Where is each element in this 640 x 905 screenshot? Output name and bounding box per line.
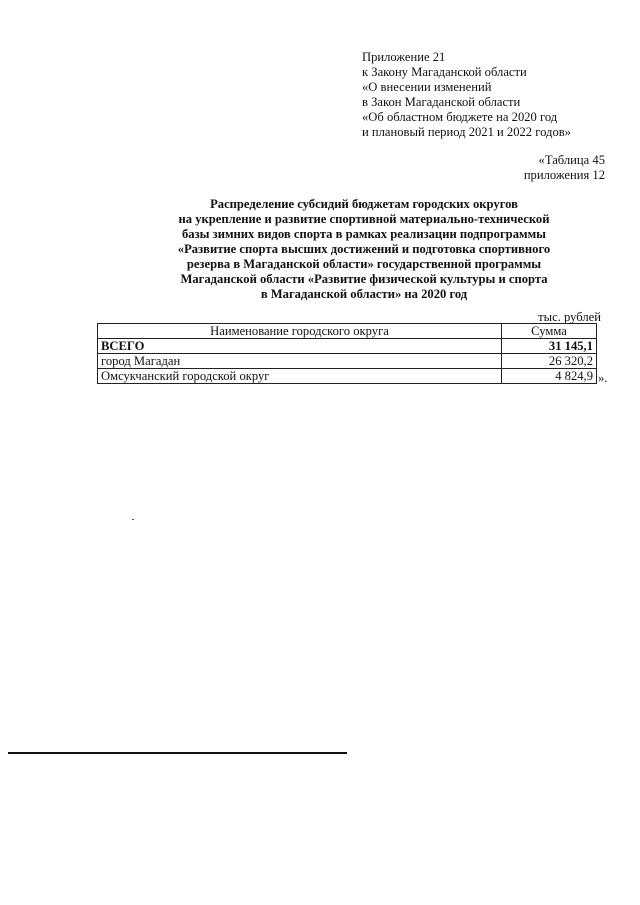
title-line: на укрепление и развитие спортивной материально-технической	[178, 212, 550, 226]
table-ref-line: приложения 12	[523, 168, 605, 182]
document-title	[120, 197, 608, 302]
appendix-line: «Об областном бюджете на 2020 год	[362, 110, 558, 124]
total-name: ВСЕГО	[98, 339, 502, 354]
scan-speck	[132, 519, 134, 520]
title-line: резерва в Магаданской области» государственной программы	[186, 257, 542, 271]
appendix-reference	[362, 50, 632, 140]
row-name: Омсукчанский городской округ	[98, 369, 502, 384]
appendix-line: «О внесении изменений	[362, 80, 492, 94]
closing-quote: ».	[598, 371, 608, 385]
title-line: «Развитие спорта высших достижений и подготовка спортивного	[177, 242, 551, 256]
footnote-divider	[8, 752, 347, 754]
table-row	[98, 354, 597, 369]
appendix-line: к Закону Магаданской области	[362, 65, 527, 79]
row-sum: 26 320,2	[502, 354, 597, 369]
row-name: город Магадан	[98, 354, 502, 369]
unit-label: тыс. рублей	[538, 310, 601, 324]
title-line: Распределение субсидий бюджетам городских округов	[210, 197, 518, 211]
table-ref-line: «Таблица 45	[538, 153, 605, 167]
title-line: базы зимних видов спорта в рамках реализации подпрограммы	[182, 227, 546, 241]
title-line: в Магаданской области» на 2020 год	[260, 287, 468, 301]
total-sum: 31 145,1	[502, 339, 597, 354]
header-sum: Сумма	[502, 324, 597, 339]
row-sum: 4 824,9	[502, 369, 597, 384]
appendix-line: Приложение 21	[362, 50, 446, 64]
table-header-row	[98, 324, 597, 339]
title-line: Магаданской области «Развитие физической культуры и спорта	[180, 272, 548, 286]
appendix-line: в Закон Магаданской области	[362, 95, 521, 109]
total-row	[98, 339, 597, 354]
table-row	[98, 369, 597, 384]
subsidy-table	[97, 323, 597, 384]
table-reference	[524, 153, 605, 183]
header-name: Наименование городского округа	[98, 324, 502, 339]
appendix-line: и плановый период 2021 и 2022 годов»	[362, 125, 571, 139]
